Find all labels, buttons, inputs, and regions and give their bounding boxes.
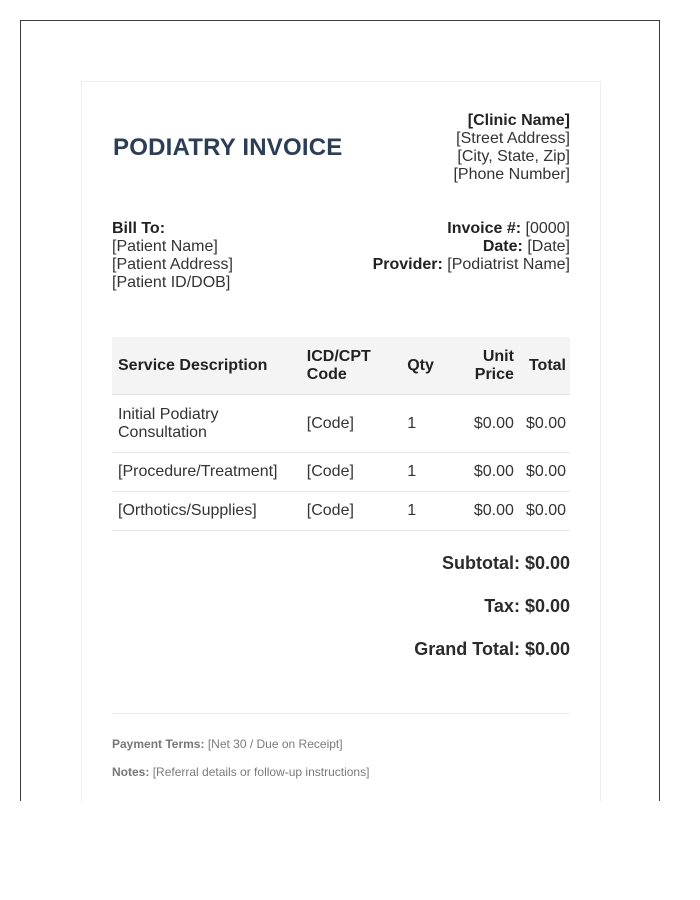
row-code: [Code] bbox=[301, 492, 401, 531]
row-description bbox=[112, 395, 301, 453]
invoice-date-label: Date: bbox=[482, 238, 523, 255]
row-description-line1: Initial Podiatry bbox=[118, 405, 219, 423]
totals-block bbox=[414, 552, 570, 681]
table-header-row bbox=[112, 337, 570, 395]
grand-total: Grand Total: $0.00 bbox=[414, 639, 570, 659]
header-unit-line1: Unit bbox=[482, 347, 514, 365]
row-code: [Code] bbox=[301, 395, 401, 453]
table-row bbox=[112, 492, 570, 531]
row-description-line2: Consultation bbox=[118, 423, 207, 441]
bill-to-block bbox=[112, 220, 233, 292]
row-unit-price: $0.00 bbox=[458, 395, 520, 453]
row-unit-price: $0.00 bbox=[458, 492, 520, 531]
provider-value: [Podiatrist Name] bbox=[447, 256, 570, 273]
clinic-name: [Clinic Name] bbox=[467, 112, 570, 129]
clinic-phone: [Phone Number] bbox=[453, 166, 570, 183]
table-row bbox=[112, 395, 570, 453]
invoice-number-label: Invoice #: bbox=[447, 220, 522, 237]
header-qty: Qty bbox=[401, 337, 458, 395]
invoice-date-line bbox=[373, 238, 570, 256]
invoice-number-line bbox=[373, 220, 570, 238]
header-code bbox=[301, 337, 401, 395]
payment-terms-label: Payment Terms: bbox=[112, 737, 205, 751]
table-row bbox=[112, 453, 570, 492]
row-code: [Code] bbox=[301, 453, 401, 492]
provider-line bbox=[373, 256, 570, 274]
header-total: Total bbox=[520, 337, 570, 395]
patient-address: [Patient Address] bbox=[112, 256, 233, 273]
clinic-info bbox=[453, 112, 570, 184]
invoice-number-value: [0000] bbox=[525, 220, 570, 237]
provider-label: Provider: bbox=[372, 256, 443, 273]
header-code-line2: Code bbox=[306, 365, 347, 383]
row-unit-price: $0.00 bbox=[458, 453, 520, 492]
row-qty: 1 bbox=[401, 492, 458, 531]
notes-value: [Referral details or follow-up instructions] bbox=[152, 765, 370, 779]
row-qty: 1 bbox=[401, 395, 458, 453]
row-total: $0.00 bbox=[520, 453, 570, 492]
payment-terms bbox=[112, 737, 343, 751]
row-total: $0.00 bbox=[520, 492, 570, 531]
footer-divider bbox=[112, 713, 570, 714]
services-table bbox=[112, 337, 570, 531]
header-unit-line2: Price bbox=[474, 365, 514, 383]
row-description: [Procedure/Treatment] bbox=[112, 453, 301, 492]
row-total: $0.00 bbox=[520, 395, 570, 453]
subtotal: Subtotal: $0.00 bbox=[441, 553, 570, 573]
header-unit-price bbox=[458, 337, 520, 395]
tax-total: Tax: $0.00 bbox=[484, 596, 570, 616]
invoice-date-value: [Date] bbox=[527, 238, 570, 255]
row-qty: 1 bbox=[401, 453, 458, 492]
header-code-line1: ICD/CPT bbox=[306, 347, 371, 365]
bill-to-label: Bill To: bbox=[112, 220, 166, 237]
clinic-city: [City, State, Zip] bbox=[457, 148, 570, 165]
header-description: Service Description bbox=[112, 337, 301, 395]
notes bbox=[112, 765, 369, 779]
invoice-meta bbox=[373, 220, 570, 274]
clinic-street: [Street Address] bbox=[456, 130, 570, 147]
notes-label: Notes: bbox=[112, 765, 150, 779]
payment-terms-value: [Net 30 / Due on Receipt] bbox=[207, 737, 343, 751]
patient-id: [Patient ID/DOB] bbox=[112, 274, 231, 291]
invoice-title: PODIATRY INVOICE bbox=[113, 134, 343, 161]
patient-name: [Patient Name] bbox=[112, 238, 218, 255]
row-description: [Orthotics/Supplies] bbox=[112, 492, 301, 531]
